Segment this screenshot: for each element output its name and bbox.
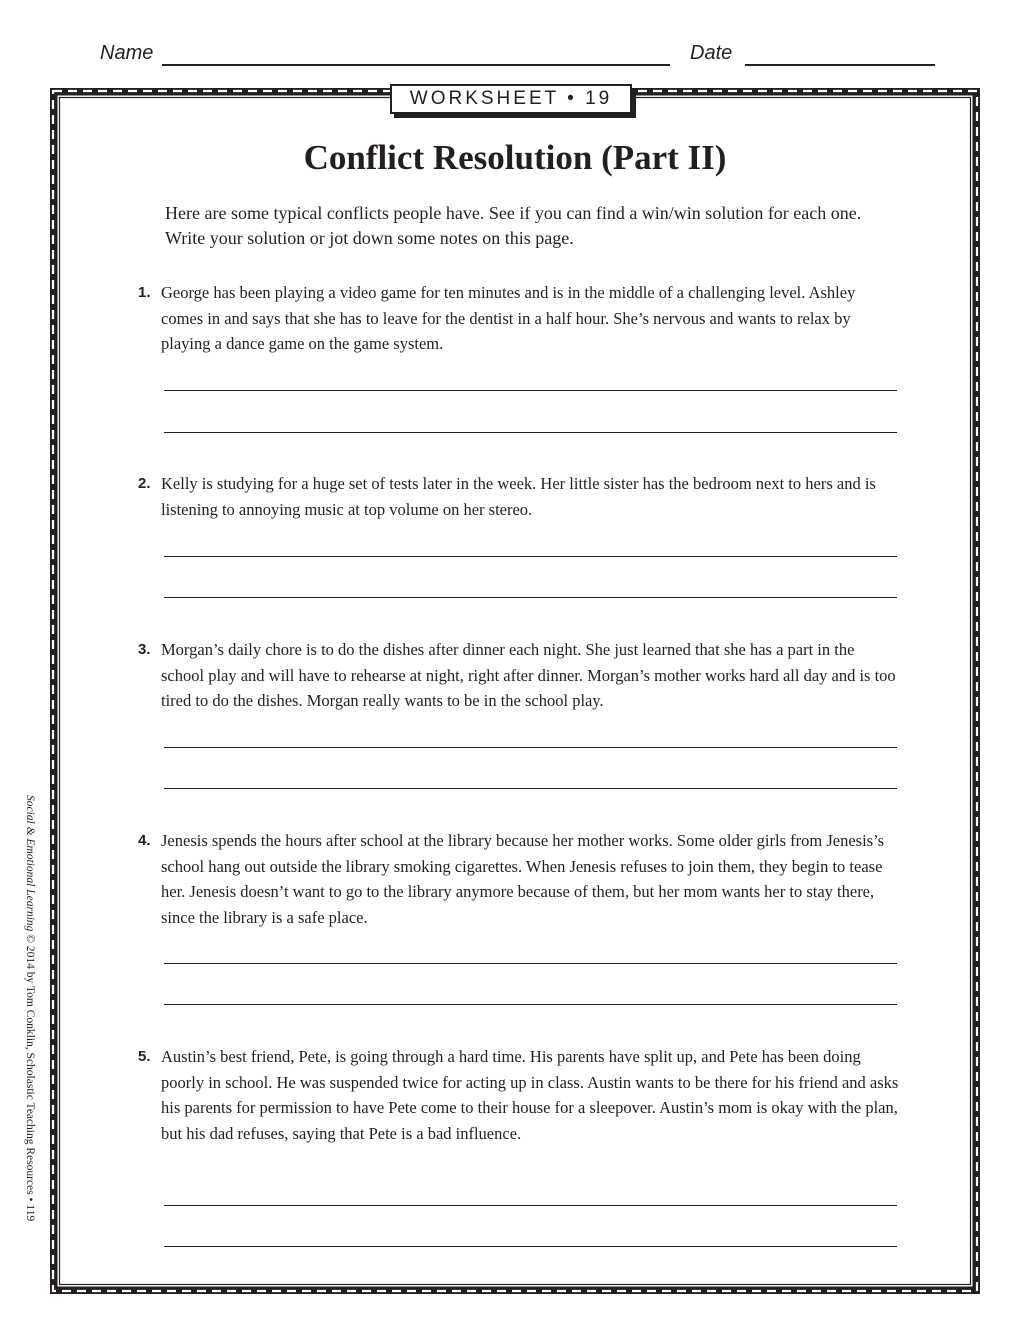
question-1-text: George has been playing a video game for ten minutes and is in the middle of a challenging level. Ashley comes in and says that she has to leave for the dentist in a half hour. She’s nervous and wants to relax by playing a dance game on the game system.: [161, 283, 856, 353]
name-label: Name: [100, 42, 154, 64]
question-3-number: 3.: [138, 641, 151, 658]
question-2-answer-line-2[interactable]: [164, 597, 897, 598]
question-1-answer-line-2[interactable]: [164, 432, 897, 433]
question-3-text: Morgan’s daily chore is to do the dishes after dinner each night. She just learned that she has a part in the school play and will have to rehearse at night, right after dinner. Morgan’s mother works hard all day and is too tired to do the dishes. Morgan really wants to be in the school play.: [161, 640, 896, 710]
date-label: Date: [690, 42, 733, 64]
question-4-number: 4.: [138, 832, 151, 849]
credit-publisher-and-page: © 2014 by Tom Conklin, Scholastic Teaching Resources • 119: [24, 931, 36, 1222]
page-title: Conflict Resolution (Part II): [303, 138, 727, 177]
question-2-answer-line-1[interactable]: [164, 556, 897, 557]
question-5-number: 5.: [138, 1048, 151, 1065]
question-2-number: 2.: [138, 475, 151, 492]
question-5-answer-line-2[interactable]: [164, 1246, 897, 1247]
instructions: Here are some typical conflicts people have. See if you can find a win/win solution for each one. Write your solution or jot down some notes on this page.: [165, 203, 862, 248]
question-3-answer-line-1[interactable]: [164, 747, 897, 748]
question-5-answer-line-1[interactable]: [164, 1205, 897, 1206]
question-5-text: Austin’s best friend, Pete, is going through a hard time. His parents have split up, and Pete has been doing poorly in school. He was suspended twice for acting up in class. Austin wants to be there for his friend and asks his parents for permission to have Pete come to their house for a sleepover. Austin’s mom is okay with the plan, but his dad refuses, saying that Pete is a bad influence.: [161, 1047, 899, 1143]
date-field[interactable]: [745, 64, 935, 66]
question-4-text: Jenesis spends the hours after school at the library because her mother works. Some older girls from Jenesis’s school hang out outside the library smoking cigarettes. When Jenesis refuses to join them, they begin to tease her. Jenesis doesn’t want to go to the library anymore because of them, but her mom wants her to stay there, since the library is a safe place.: [161, 831, 885, 927]
copyright-credit: [24, 795, 36, 1221]
name-date-header: [100, 40, 938, 70]
name-field[interactable]: [162, 64, 670, 66]
question-4-answer-line-2[interactable]: [164, 1004, 897, 1005]
credit-book-title: Social & Emotional Learning: [24, 795, 36, 932]
question-1-number: 1.: [138, 284, 151, 301]
question-1-answer-line-1[interactable]: [164, 390, 897, 391]
question-4-answer-line-1[interactable]: [164, 963, 897, 964]
question-2-text: Kelly is studying for a huge set of tests later in the week. Her little sister has the bedroom next to hers and is listening to annoying music at top volume on her stereo.: [161, 474, 876, 519]
question-3-answer-line-2[interactable]: [164, 788, 897, 789]
worksheet-number-tag: WORKSHEET • 19: [390, 84, 632, 114]
